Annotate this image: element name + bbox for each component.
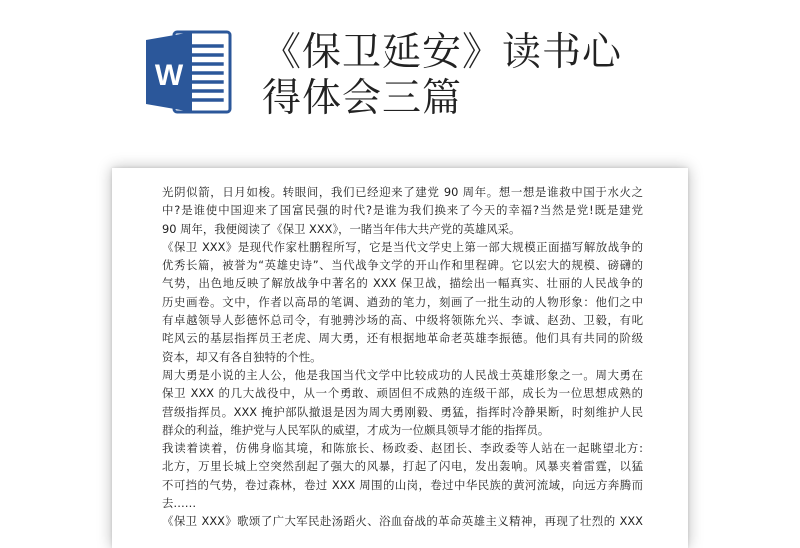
body-line: 营级指挥员。XXX 掩护部队撤退是因为周大勇刚毅、勇猛，指挥时冷静果断，时刻维护人民 bbox=[162, 404, 643, 419]
body-line: 去…… bbox=[162, 496, 197, 511]
body-line: 咤风云的基层指挥员王老虎、周大勇，还有根据地革命老英雄李振德。他们具有共同的阶级 bbox=[162, 331, 643, 346]
header bbox=[0, 0, 800, 150]
body-line: 我读着读着，仿佛身临其境，和陈旅长、杨政委、赵团长、李政委等人站在一起眺望北方: bbox=[162, 441, 643, 456]
body-line: 历史画卷。文中，作者以高昂的笔调、遒劲的笔力，刻画了一批生动的人物形象：他们之中 bbox=[162, 294, 643, 309]
title-line-1: 《保卫延安》读书心 bbox=[262, 30, 623, 75]
body-line: 气势，出色地反映了解放战争中著名的 XXX 保卫战，描绘出一幅真实、壮丽的人民战争的 bbox=[162, 276, 643, 291]
body-line: 《保卫 XXX》歌颂了广大军民赴汤蹈火、浴血奋战的革命英雄主义精神，再现了壮烈的 XXX bbox=[162, 514, 643, 529]
word-icon-letter: W bbox=[154, 59, 184, 92]
page-title bbox=[262, 30, 782, 122]
body-line: 北方，万里长城上空突然刮起了强大的风暴，打起了闪电，发出轰响。风暴夹着雷霆，以猛 bbox=[162, 459, 643, 474]
body-line: 有卓越领导人彭德怀总司令，有驰骋沙场的高、中级将领陈允兴、李诚、赵劲、卫毅，有叱 bbox=[162, 313, 643, 328]
body-line: 90 周年，我便阅读了《保卫 XXX》，一睹当年伟大共产党的英雄风采。 bbox=[162, 221, 521, 236]
body-line: 不可挡的气势，卷过森林，卷过 XXX 周围的山岗，卷过中华民族的黄河流域，向远方奔腾而 bbox=[162, 477, 643, 492]
body-line: 资本，却又有各自独特的个性。 bbox=[162, 349, 322, 364]
body-line: 周大勇是小说的主人公，他是我国当代文学中比较成功的人民战士英雄形象之一。周大勇在 bbox=[162, 367, 643, 382]
body-line: 光阴似箭，日月如梭。转眼间，我们已经迎来了建党 90 周年。想一想是谁救中国于水火之 bbox=[162, 185, 643, 199]
body-line: 中?是谁使中国迎来了国富民强的时代?是谁为我们换来了今天的幸福?当然是党!既是建党 bbox=[162, 203, 643, 218]
body-line: 优秀长篇，被誉为“英雄史诗”、当代战争文学的开山作和里程碑。它以宏大的规模、磅礴的 bbox=[162, 258, 643, 273]
body-line: 保卫 XXX 的几大战役中，从一个勇敢、顽固但不成熟的连级干部，成长为一位思想成熟的 bbox=[162, 386, 643, 401]
body-line: 《保卫 XXX》是现代作家杜鹏程所写，它是当代文学史上第一部大规模正面描写解放战争的 bbox=[162, 239, 643, 254]
document-body bbox=[162, 183, 643, 531]
document-page[interactable] bbox=[112, 168, 688, 548]
body-line: 群众的利益，维护党与人民军队的威望，才成为一位颇具领导才能的指挥员。 bbox=[162, 422, 550, 437]
title-line-2: 得体会三篇 bbox=[262, 76, 463, 121]
word-document-icon bbox=[140, 24, 236, 120]
